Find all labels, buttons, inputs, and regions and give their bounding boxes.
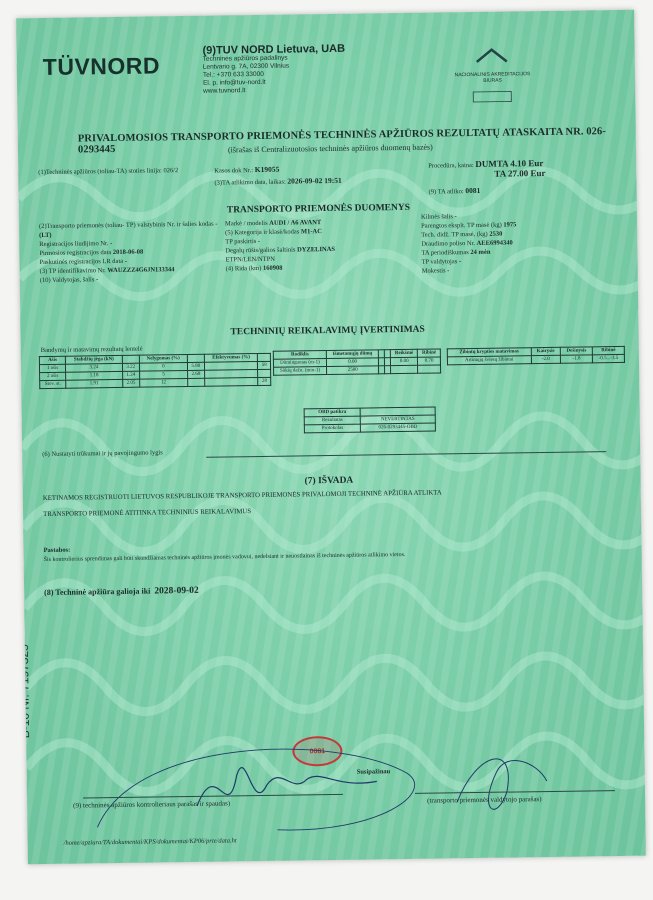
table-cell: [258, 353, 271, 361]
table-cell: Kairysis: [531, 347, 561, 355]
table-cell: Efektyvumas (%): [204, 354, 258, 363]
table-row: [274, 365, 441, 375]
vehicle-left-column: [39, 220, 220, 286]
vehicle-field: Tech. didž. TP masė, (kg) 2530: [421, 230, 503, 239]
table-row: [447, 354, 624, 364]
vehicle-field: Markė / modelis AUDI / A6 AVANT: [224, 219, 322, 228]
ta-inspector: (9) TA atliko: 0081: [428, 185, 481, 196]
table-cell: [187, 378, 204, 386]
company-line: Lentvario g. 7A, 02300 Vilnius: [202, 62, 290, 71]
table-cell: Ribinė: [418, 349, 441, 357]
table-cell: Dešinysis: [560, 347, 592, 355]
table-cell: 2500: [327, 366, 379, 375]
vehicle-field: (5) Kategorija ir klasė/kodas M1-AC: [225, 228, 322, 237]
table-cell: 2.05: [122, 379, 139, 387]
measure-caption: Bandymų ir matavimų rezultatų lentelė: [40, 345, 143, 355]
requirements-title: TECHNINIŲ REIKALAVIMŲ ĮVERTINIMAS: [230, 324, 425, 338]
table-cell: OBD patikra: [304, 408, 360, 417]
table-cell: 3.22: [122, 363, 139, 371]
table-cell: [205, 378, 259, 387]
table-cell: Stabdžių jėga (kN): [66, 355, 123, 364]
table-cell: Dūmingumas (m-1): [273, 359, 326, 368]
table-cell: [122, 355, 139, 363]
station-line: (1)Techninės apžiūros (toliau-TA) stoties linija: 026/2: [38, 167, 179, 177]
table-cell: Rezultatas: [304, 416, 360, 425]
brakes-table: [39, 353, 271, 389]
owner-signature-label: (transporto priemonės valdytojo parašas): [427, 795, 542, 805]
obd-table: [304, 407, 436, 434]
company-line: www.tuvnord.lt: [203, 87, 246, 95]
company-line: El. p. info@tuv-nord.lt: [202, 78, 266, 87]
table-cell: Stov. st.: [40, 380, 66, 388]
table-cell: 0.00: [390, 357, 417, 365]
vehicle-field: Parengtos eksplt. TP masė (kg) 1975: [421, 221, 517, 230]
vehicle-field: (3) TP identifikavimo Nr. WAUZZZ4G6JN133344: [39, 266, 175, 276]
procedure-price: Procedūra, kaina: DUMTA 4.10 Eur TA 27.00 Eur: [428, 158, 546, 179]
vehicle-field: Kilmės šalis -: [420, 213, 457, 221]
company-info: [203, 44, 346, 96]
tuv-nord-logo: TÜVNORD: [42, 52, 161, 80]
table-cell: 58: [258, 361, 271, 369]
report-title: PRIVALOMOSIOS TRANSPORTO PRIEMONĖS TECHNINĖS APŽIŪROS REZULTATŲ ATASKAITA NR. 026-0293445: [77, 126, 607, 156]
form-serial-number: B-10 Nr. 7197325: [16, 644, 33, 739]
defects-label: (6) Nustatyti trūkumai ir jų pavojingumo lygis: [42, 449, 163, 459]
accreditation-text: NACIONALINIS AKREDITACIJOS BIURAS: [454, 71, 531, 84]
table-cell: Ašis: [39, 356, 65, 364]
vehicle-field: (2)Transporto priemonės (toliau- TP) valstybinis Nr. ir šalies kodas - (LT): [38, 220, 218, 240]
note-title: Pastabos:: [43, 546, 71, 555]
table-cell: 026-0293445-OBD: [360, 423, 435, 432]
report-subtitle: (išrašas iš Centralizuotosios techninės apžiūros duomenų bazės): [227, 142, 433, 155]
table-cell: -0.5...-3.5: [592, 354, 624, 362]
table-cell: Žibintų krypties matavimas: [447, 348, 531, 357]
table-cell: Reikšmė: [390, 349, 417, 357]
inspector-stamp: 0081: [292, 736, 342, 767]
company-line: Tel.: +370 633 33000: [202, 70, 264, 79]
inspection-report-sheet: [16, 10, 646, 865]
company-line: Techninės apžiūros padalinys: [202, 54, 288, 63]
table-cell: Ribinė: [592, 346, 624, 354]
table-cell: Išmetamųjų dūmų: [326, 350, 378, 359]
inspector-signature-label: (9) techninės apžiūros kontrolieriaus parašas ir spaudas): [73, 799, 231, 810]
table-cell: -2.0: [531, 355, 561, 363]
emissions-table: [273, 348, 441, 375]
ta-time: (3)TA atlikimo data, laikas: 2026-09-02 19:51: [214, 175, 342, 187]
vehicle-field: TP paskirtis -: [225, 237, 261, 246]
vehicle-field: Paskutinės registracijos LR data -: [39, 257, 127, 267]
validity: (8) Techninė apžiūra galioja iki 2028-09-02: [44, 585, 199, 598]
vehicle-field: Draudimo poliso Nr. AEE6994340: [421, 239, 513, 248]
table-cell: 1.24: [122, 371, 139, 379]
table-cell: 3.24: [66, 363, 123, 372]
vehicle-section-title: TRANSPORTO PRIEMONĖS DUOMENYS: [226, 202, 411, 216]
table-cell: 0.70: [418, 357, 441, 365]
conclusion-title: (7) IŠVADA: [304, 475, 354, 487]
defects-line: [206, 451, 606, 458]
table-cell: 5: [139, 370, 187, 379]
vehicle-field: TA periodiškumas 24 mėn: [421, 248, 491, 257]
vehicle-field: Degalų rūšis/galios šaltinis DYZELINAS: [225, 245, 336, 255]
note-text: Šis kontrolierius sprendimas gali būti skundžiamas techninės apžiūros įmonės vadovui, nedelsiant ir neuostlainas iš techninės apžiūros atlikimo vietos.: [43, 551, 406, 564]
table-cell: 1.18: [66, 371, 123, 380]
conclusion-line-2: TRANSPORTO PRIEMONĖ ATITINKA TECHNINIUS REIKALAVIMUS: [43, 508, 252, 519]
table-cell: 28: [258, 377, 271, 385]
report-no: Kasos dok Nr.: K19055: [214, 164, 280, 175]
vehicle-field: (4) Rida (km) 160908: [225, 264, 283, 273]
acquainted-label: Susipažinau: [356, 768, 391, 776]
table-cell: Protokolas: [304, 424, 360, 433]
table-cell: 1.91: [66, 379, 123, 388]
table-row: [304, 423, 435, 433]
conclusion-line-1: KETINAMOS REGISTRUOTI LIETUVOS RESPUBLIKOJE TRANSPORTO PRIEMONĖS PRIVALOMOJI TECHNINĖ APŽIŪRA ATLIKTA: [42, 489, 442, 503]
table-cell: 5.80: [187, 362, 204, 370]
table-cell: 2.68: [187, 370, 204, 378]
table-cell: 0: [139, 363, 187, 372]
table-cell: 2 ašis: [40, 372, 66, 380]
table-cell: [258, 369, 271, 377]
vehicle-field: TP valdytojas -: [421, 258, 462, 266]
table-cell: 12: [140, 378, 188, 387]
vehicle-field: Mokestis -: [421, 267, 450, 275]
table-cell: [391, 365, 418, 373]
table-cell: -1.8: [560, 355, 592, 363]
table-cell: Rodiklis: [273, 351, 326, 360]
vehicle-field: (10) Valdytojas, šalis -: [39, 276, 99, 285]
table-cell: Artimųjų šviesų žibintai: [447, 356, 531, 365]
vehicle-field: Pirmosios registracijos data 2018-06-08: [39, 248, 144, 258]
signature-scribbles: [76, 730, 637, 848]
table-cell: 0.00: [326, 358, 378, 367]
vehicle-field: ETPN/LEN/NTPN: [225, 255, 276, 264]
table-cell: Sūkių dažn. (min-1): [274, 367, 327, 376]
company-name: (9)TUV NORD Lietuva, UAB: [202, 42, 346, 57]
table-cell: Nelygumas (%): [139, 355, 187, 364]
vehicle-middle-column: [225, 217, 416, 274]
lights-table: [447, 346, 625, 365]
vehicle-field: Registracijos liudijimo Nr. -: [39, 240, 113, 249]
table-cell: 1 ašis: [39, 364, 65, 372]
table-cell: NEVERTINTAS: [360, 415, 435, 424]
vehicle-right-column: [421, 210, 622, 276]
table-cell: [187, 354, 204, 362]
table-cell: [418, 365, 441, 373]
footer-path: /home/apziura/TA/dokumentai/KPS/dokumentai/KP06/prte/data.ht: [63, 837, 237, 847]
